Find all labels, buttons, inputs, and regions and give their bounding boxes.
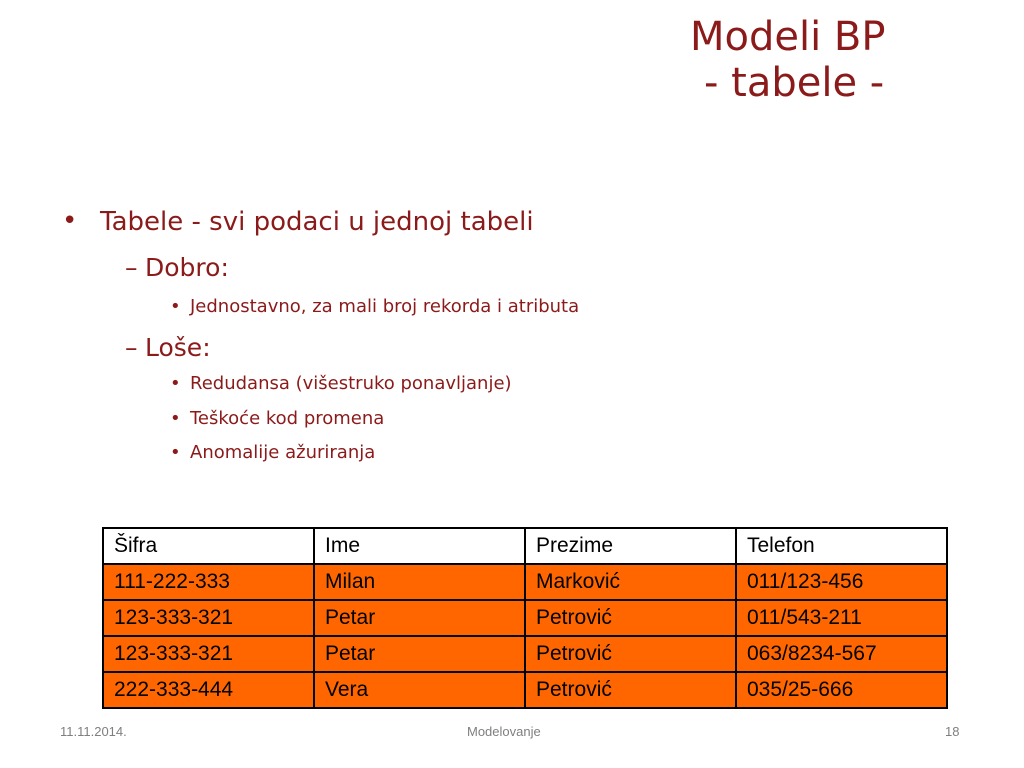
bullet-marker: • (62, 206, 78, 236)
bullet-marker: • (170, 442, 181, 463)
table-header-cell: Šifra (103, 528, 314, 564)
dash-marker: – (125, 253, 138, 282)
table-cell: Petrović (525, 600, 736, 636)
title-line-1: Modeli BP (690, 14, 886, 60)
table-cell: Milan (314, 564, 525, 600)
bullet-bad: Loše: (145, 333, 211, 362)
table-cell: 123-333-321 (103, 600, 314, 636)
bullet-good: Dobro: (145, 253, 229, 282)
table-header-row (103, 528, 947, 564)
table-row (103, 600, 947, 636)
bullet-bad-3: Anomalije ažuriranja (190, 442, 376, 463)
table-cell: 222-333-444 (103, 672, 314, 708)
bullet-marker: • (170, 408, 181, 429)
bullet-marker: • (170, 373, 181, 394)
data-table (102, 527, 948, 709)
table-row (103, 672, 947, 708)
table-cell: 035/25-666 (736, 672, 947, 708)
table-cell: Petrović (525, 636, 736, 672)
table-cell: Marković (525, 564, 736, 600)
bullet-main: Tabele - svi podaci u jednoj tabeli (100, 207, 534, 237)
table-header-cell: Telefon (736, 528, 947, 564)
table-cell: Petar (314, 600, 525, 636)
bullet-bad-1: Redudansa (višestruko ponavljanje) (190, 373, 512, 394)
table-header-cell: Prezime (525, 528, 736, 564)
table-cell: Petar (314, 636, 525, 672)
bullet-marker: • (170, 296, 181, 317)
table-header-cell: Ime (314, 528, 525, 564)
table-row (103, 564, 947, 600)
table-row (103, 636, 947, 672)
table-cell: 123-333-321 (103, 636, 314, 672)
footer-center: Modelovanje (467, 724, 541, 739)
title-line-2: - tabele - (704, 60, 885, 106)
bullet-bad-2: Teškoće kod promena (190, 408, 385, 429)
table-cell: 111-222-333 (103, 564, 314, 600)
table-cell: 011/123-456 (736, 564, 947, 600)
footer-page-number: 18 (945, 724, 960, 739)
dash-marker: – (125, 333, 138, 362)
footer-date: 11.11.2014. (60, 724, 127, 739)
table-cell: Vera (314, 672, 525, 708)
bullet-good-1: Jednostavno, za mali broj rekorda i atributa (190, 296, 580, 317)
table-cell: 063/8234-567 (736, 636, 947, 672)
table-cell: Petrović (525, 672, 736, 708)
table-cell: 011/543-211 (736, 600, 947, 636)
